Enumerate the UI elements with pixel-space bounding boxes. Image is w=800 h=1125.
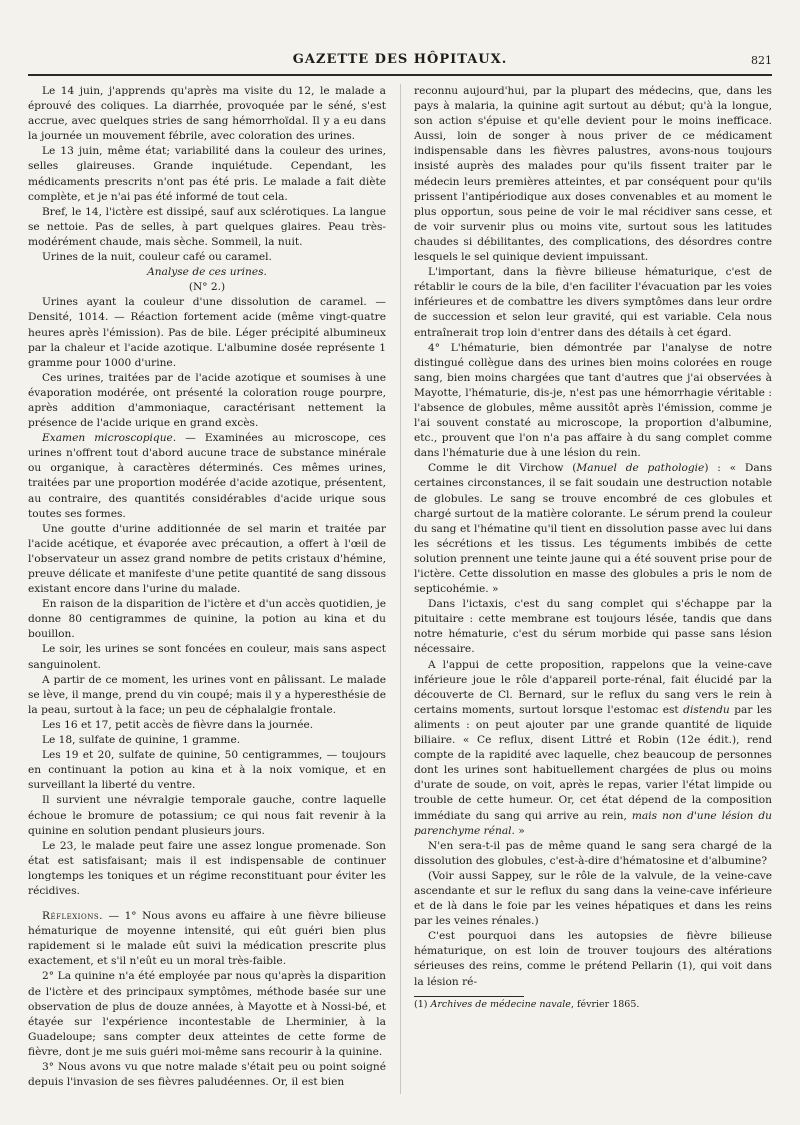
- paragraph: reconnu aujourd'hui, par la plupart des médecins, que, dans les pays à malaria, la quinine agit surtout au début; qu'à la longue, son action s'épuise et qu'elle devient pour le moins inefficace. Aussi, loin de songer à nous priver de ce médicament indispensable dans les fièvres palustres, avons-nous toujours insisté auprès des malades pour qu'ils fissent traiter par le médecin leurs premières atteintes, et par conséquent pour qu'ils prissent l'antipériodique aux doses convenables et au moment le plus opportun, sous peine de voir le mal récidiver sans cesse, et de voir survenir plus ou moins vite, surtout sous les latitudes chaudes si débilitantes, des complications, des désordres contre lesquels le sel quinique devient impuissant.: [414, 85, 772, 264]
- page-header: [28, 50, 772, 76]
- paragraph-text: . »: [511, 824, 525, 837]
- footnote-date: , février 1865.: [570, 998, 640, 1010]
- paragraph: En raison de la disparition de l'ictère et d'un accès quotidien, je donne 80 centigrammes de quinine, la potion au kina et du bouillon.: [28, 598, 386, 641]
- paragraph: C'est pourquoi dans les autopsies de fièvre bilieuse hématurique, on est loin de trouver toujours des altérations sérieuses des reins, comme le prétend Pellarin (1), qui voit dans la lésion ré-: [414, 930, 772, 988]
- paragraph: [414, 658, 772, 839]
- paragraph: Le 23, le malade peut faire une assez longue promenade. Son état est satisfaisant; mais il est indispensable de continuer longtemps les toniques et un régime reconstituant pour éviter les récidives.: [28, 839, 386, 897]
- paragraph-label: Examen microscopique.: [42, 432, 177, 445]
- paragraph: Dans l'ictaxis, c'est du sang complet qui s'échappe par la pituitaire : cette membrane est toujours lésée, tandis que dans notre hématurie, c'est du sérum morbide qui passe sans lésion nécessaire.: [414, 598, 772, 656]
- paragraph: Les 16 et 17, petit accès de fièvre dans la journée.: [42, 718, 314, 731]
- paragraph: Le soir, les urines se sont foncées en couleur, mais sans aspect sanguinolent.: [28, 643, 386, 671]
- paragraph: L'important, dans la fièvre bilieuse hématurique, c'est de rétablir le cours de la bile, d'en faciliter l'évacuation par les voies inférieures et de combattre les divers symptômes dans leur ordre de succession et selon leur gravité, qui est variable. Cela nous entraînerait trop loin d'entrer dans des détails à cet égard.: [414, 266, 772, 339]
- paragraph-text: A l'appui de cette proposition, rappelons que la veine-cave inférieure joue le rôle d'appareil porte-rénal, fait élucidé par la découverte de Cl. Bernard, sur le reflux du sang vers le rein à certains moments, surtout lorsque l'estomac est: [414, 658, 772, 716]
- spacer: [28, 899, 386, 909]
- paragraph: Le 18, sulfate de quinine, 1 gramme.: [42, 734, 241, 747]
- journal-title: GAZETTE DES HÔPITAUX.: [292, 52, 508, 67]
- footnote: [414, 999, 772, 1011]
- paragraph: Une goutte d'urine additionnée de sel marin et traitée par l'acide acétique, et évaporée avec précaution, a offert à l'œil de l'observateur un assez grand nombre de petits cristaux d'hémine, preuve délicate et manifeste d'une petite quantité de sang dissous existant encore dans l'urine du malade.: [28, 522, 386, 596]
- left-column: [28, 84, 386, 1094]
- section-heading-number: (N° 2.): [188, 281, 226, 294]
- emphasis: distendu: [683, 703, 730, 716]
- paragraph-label: Réflexions.: [42, 910, 103, 923]
- column-divider: [400, 84, 401, 1094]
- paragraph: Ces urines, traitées par de l'acide azotique et soumises à une évaporation modérée, ont présenté la coloration rouge pourpre, après addition d'ammoniaque, caractérisant nettement la présence de l'acide urique en grand excès.: [28, 371, 386, 430]
- paragraph-text: Comme le dit Virchow (: [428, 462, 577, 475]
- footnote-marker: (1): [414, 998, 431, 1010]
- paragraph: Bref, le 14, l'ictère est dissipé, sauf aux sclérotiques. La langue se nettoie. Pas de selles, à part quelques glaires. Peau très-modérément chaude, mais sèche. Sommeil, la nuit.: [28, 205, 386, 248]
- right-column: [414, 84, 772, 1094]
- paragraph: Urines de la nuit, couleur café ou caramel.: [42, 251, 272, 264]
- text-columns: [28, 84, 772, 1094]
- paragraph: Urines ayant la couleur d'une dissolution de caramel. — Densité, 1014. — Réaction fortement acide (même vingt-quatre heures après l'émission). Pas de bile. Léger précipité albumineux par la chaleur et l'acide azotique. L'albumine dosée représente 1 gramme pour 1000 d'urine.: [28, 296, 386, 369]
- page-number: 821: [751, 54, 772, 67]
- paragraph: N'en sera-t-il pas de même quand le sang sera chargé de la dissolution des globules, c'est-à-dire d'hématosine et d'albumine?: [414, 839, 772, 867]
- newspaper-page: [28, 50, 772, 1090]
- paragraph: 2° La quinine n'a été employée par nous qu'après la disparition de l'ictère et des principaux symptômes, méthode basée sur une observation de plus de douze années, à Mayotte et à Nossi-bé, et étayée sur l'expérience incontestable de Lherminier, à la Guadeloupe; sans compter deux atteintes de cette forme de fièvre, dont je me suis guéri moi-même sans recourir à la quinine.: [28, 970, 386, 1058]
- book-title: Manuel de pathologie: [576, 462, 705, 475]
- paragraph: A partir de ce moment, les urines vont en pâlissant. Le malade se lève, il mange, prend du vin coupé; mais il y a hyperesthésie de la peau, surtout à la face; un peu de céphalalgie frontale.: [28, 673, 386, 716]
- paragraph: Les 19 et 20, sulfate de quinine, 50 centigrammes, — toujours en continuant la potion au kina et à la noix vomique, et en surveillant la liberté du ventre.: [28, 749, 386, 792]
- footnote-rule: [414, 996, 524, 997]
- paragraph: (Voir aussi Sappey, sur le rôle de la valvule, de la veine-cave ascendante et sur le reflux du sang dans la veine-cave inférieure et de là dans le foie par les veines hépatiques et dans les reins par les veines rénales.): [414, 869, 772, 928]
- paragraph-text: par les aliments : on peut ajouter par une grande quantité de liquide biliaire. « Ce reflux, disent Littré et Robin (12e édit.), rend compte de la rapidité avec laquelle, chez beaucoup de personnes dont les urines sont habituellement chargées de plus ou moins d'urate de soude, on voit, après le repas, varier l'état limpide ou trouble de cette humeur. Or, cet état dépend de la composition immédiate du sang qui arrive au rein,: [414, 703, 772, 822]
- paragraph-text: — Examinées au microscope, ces urines n'offrent tout d'abord aucune trace de substance minérale ou organique, à caractères déterminés. Ces mêmes urines, traitées par une proportion modérée d'acide azotique, présentent, au contraire, des quantités considérables d'acide urique sous toutes ses formes.: [28, 432, 386, 520]
- paragraph: Il survient une névralgie temporale gauche, contre laquelle échoue le bromure de potassium; ce qui nous fait revenir à la quinine en solution pendant plusieurs jours.: [28, 794, 386, 837]
- paragraph: Le 14 juin, j'apprends qu'après ma visite du 12, le malade a éprouvé des coliques. La diarrhée, provoquée par le séné, s'est accrue, avec quelques stries de sang hémorrhoïdal. Il y a eu dans la journée un mouvement fébrile, avec coloration des urines.: [28, 85, 386, 143]
- paragraph-text: — 1° Nous avons eu affaire à une fièvre bilieuse hématurique de moyenne intensité, qui eût guéri bien plus rapidement si le malade eût suivi la médication prescrite plus exactement, et s'il n'eût eu un moral très-faible.: [28, 910, 386, 968]
- footnote-source: Archives de médecine navale: [430, 998, 571, 1010]
- paragraph: [28, 431, 386, 522]
- paragraph: 4° L'hématurie, bien démontrée par l'analyse de notre distingué collègue dans des urines bien moins colorées en rouge sang, bien moins chargées que tant d'autres que j'ai observées à Mayotte, l'hématurie, dis-je, n'est pas une hémorrhagie véritable : l'absence de globules, même aussitôt après l'émission, comme je l'ai souvent constaté au microscope, la proportion d'albumine, etc., prouvent que l'on n'a pas affaire à du sang complet comme dans l'hématurie due à une lésion du rein.: [414, 341, 772, 460]
- emphasis: mais non d'une lésion du parenchyme rénal: [414, 809, 772, 837]
- section-heading: Analyse de ces urines.: [147, 266, 267, 279]
- paragraph: [28, 909, 386, 969]
- paragraph: 3° Nous avons vu que notre malade s'était peu ou point soigné depuis l'invasion de ses fièvres paludéennes. Or, il est bien: [28, 1061, 386, 1089]
- paragraph: Le 13 juin, même état; variabilité dans la couleur des urines, selles glaireuses. Grande inquiétude. Cependant, les médicaments prescrits n'ont pas été pris. Le malade a fait diète complète, et je n'ai pas été informé de tout cela.: [28, 145, 386, 203]
- paragraph: [414, 461, 772, 597]
- paragraph-text: ) : « Dans certaines circonstances, il se fait soudain une destruction notable de globules. Le sang se trouve encombré de ces globules et chargé surtout de la matière colorante. Le sérum prend la couleur du sang et l'hématine qu'il tient en dissolution passe avec lui dans les sécrétions et les tissus. Les téguments imbibés de cette solution prennent une teinte jaune qui a été souvent prise pour de l'ictère. Cette dissolution en masse des globules a pris le nom de septicohémie. »: [414, 462, 772, 596]
